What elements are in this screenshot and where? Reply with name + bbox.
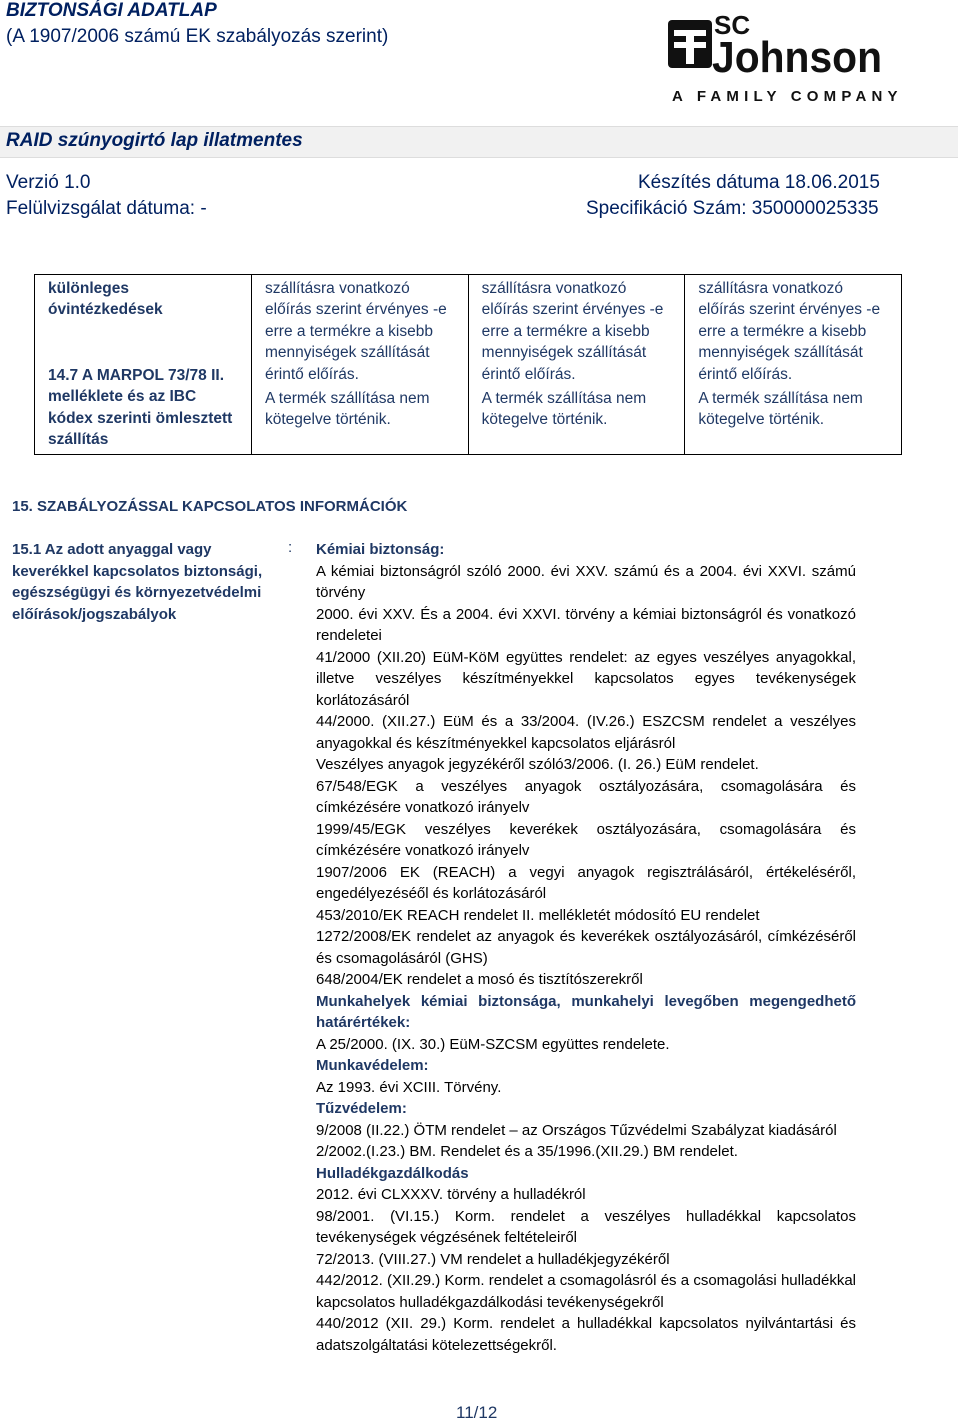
specification-number: Specifikáció Szám: 350000025335	[586, 198, 879, 219]
regulation-item: A 25/2000. (IX. 30.) EüM-SZCSM együttes rendelete.	[316, 1035, 670, 1053]
regulation-label: 15.1 Az adott anyaggal vagy keverékkel kapcsolatos biztonsági, egészségügyi és környezetvédelmi előírások/jogszabályok	[12, 541, 263, 623]
table-row	[35, 275, 902, 455]
creation-date: Készítés dátuma 18.06.2015	[638, 172, 880, 193]
logo-tagline: A FAMILY COMPANY	[672, 88, 903, 105]
regulation-subheading: Tűzvédelem:	[316, 1100, 407, 1117]
transport-cell	[468, 275, 685, 455]
regulation-subheading: Munkavédelem:	[316, 1057, 429, 1074]
regulation-item: Az 1993. évi XCIII. Törvény.	[316, 1078, 502, 1096]
page-number: 11/12	[456, 1403, 498, 1422]
regulation-item: 1272/2008/EK rendelet az anyagok és keverékek osztályozásáról, címkézéséről és csomagolásáról (GHS)	[316, 928, 856, 967]
row-label-cell	[35, 275, 252, 455]
product-bar	[0, 126, 958, 158]
regulation-item: 72/2013. (VIII.27.) VM rendelet a hulladékjegyzékéről	[316, 1250, 670, 1268]
product-name: RAID szúnyogirtó lap illatmentes	[6, 130, 303, 151]
regulation-item: 1999/45/EGK veszélyes keverékek osztályozására, csomagolására és címkézésére vonatkozó irányelv	[316, 820, 856, 859]
regulation-item: 1907/2006 EK (REACH) a vegyi anyagok regisztrálásáról, értékeléséről, engedélyezéséől és korlátozásáról	[316, 863, 856, 902]
cell-text: A termék szállítása nem kötegelve történik.	[481, 390, 647, 429]
cell-text: szállításra vonatkozó előírás szerint érvényes -e erre a termékre a kisebb mennyiségek szállítását érintő előírás.	[265, 280, 447, 383]
section-heading: 15. SZABÁLYOZÁSSAL KAPCSOLATOS INFORMÁCIÓK	[12, 498, 408, 515]
transport-cell	[685, 275, 902, 455]
sc-johnson-logo	[664, 6, 903, 112]
regulation-item: 440/2012 (XII. 29.) Korm. rendelet a hulladékkal kapcsolatos nyilvántartási és adatszolgáltatási kötelezettségekről.	[316, 1315, 856, 1354]
regulation-item: 44/2000. (XII.27.) EüM és a 33/2004. (IV.26.) ESZCSM rendelet a veszélyes anyagokkal és készítményekkel kapcsolatos eljárásról	[316, 713, 856, 752]
regulation-item: A kémiai biztonságról szóló 2000. évi XXV. számú és a 2004. évi XXVI. számú törvény	[316, 562, 856, 601]
regulation-item: 442/2012. (XII.29.) Korm. rendelet a csomagolásról és a csomagolási hulladékkal kapcsolatos hulladékgazdálkodási tevékenységekről	[316, 1272, 856, 1311]
regulation-item: 2/2002.(I.23.) BM. Rendelet és a 35/1996.(XII.29.) BM rendelet.	[316, 1143, 738, 1160]
sc-johnson-logo-mark	[664, 6, 886, 78]
svg-text:Johnson: Johnson	[712, 33, 882, 78]
revision-date: Felülvizsgálat dátuma: -	[6, 198, 207, 219]
regulation-subheading: Kémiai biztonság:	[316, 541, 445, 558]
document-subtitle: (A 1907/2006 számú EK szabályozás szerint)	[6, 26, 389, 47]
regulation-item: 41/2000 (XII.20) EüM-KöM együttes rendelet: az egyes veszélyes anyagokkal, illetve veszélyes készítményekkel kapcsolatos egyes tevékenységek korlátozásáról	[316, 648, 856, 709]
cell-text: A termék szállítása nem kötegelve történik.	[698, 390, 863, 429]
special-precautions-label: különleges óvintézkedések	[48, 280, 163, 319]
cell-text: A termék szállítása nem kötegelve történik.	[265, 390, 430, 429]
regulation-item: 2000. évi XXV. És a 2004. évi XXVI. törvény a kémiai biztonságról és vonatkozó rendeletei	[316, 605, 856, 644]
document-title: BIZTONSÁGI ADATLAP	[6, 0, 217, 21]
svg-text:SC: SC	[714, 10, 751, 40]
version: Verzió 1.0	[6, 172, 91, 193]
regulation-item: Veszélyes anyagok jegyzékéről szóló3/2006. (I. 26.) EüM rendelet.	[316, 756, 759, 773]
regulation-list	[316, 539, 856, 1356]
regulation-item: 67/548/EGK a veszélyes anyagok osztályozására, csomagolására és címkézésére vonatkozó irányelv	[316, 777, 856, 816]
regulation-item: 2012. évi CLXXXV. törvény a hulladékról	[316, 1186, 586, 1203]
separator-colon: :	[288, 539, 293, 556]
regulation-subheading: Munkahelyek kémiai biztonsága, munkahelyi levegőben megengedhető határértékek:	[316, 992, 856, 1031]
marpol-label: 14.7 A MARPOL 73/78 II. melléklete és az IBC kódex szerinti ömlesztett szállítás	[48, 366, 233, 449]
transport-table	[34, 274, 902, 455]
regulation-item: 9/2008 (II.22.) ÖTM rendelet – az Országos Tűzvédelmi Szabályzat kiadásáról	[316, 1121, 837, 1139]
cell-text: szállításra vonatkozó előírás szerint érvényes -e erre a termékre a kisebb mennyiségek szállítását érintő előírás.	[481, 280, 664, 383]
regulation-subheading: Hulladékgazdálkodás	[316, 1164, 469, 1182]
regulation-item: 98/2001. (VI.15.) Korm. rendelet a veszélyes hulladékkal kapcsolatos tevékenységek végzésének feltételeiről	[316, 1207, 856, 1246]
cell-text: szállításra vonatkozó előírás szerint érvényes -e erre a termékre a kisebb mennyiségek szállítását érintő előírás.	[698, 280, 881, 383]
regulation-item: 453/2010/EK REACH rendelet II. mellékletét módosító EU rendelet	[316, 906, 760, 924]
transport-cell	[252, 275, 469, 455]
regulation-item: 648/2004/EK rendelet a mosó és tisztítószerekről	[316, 971, 643, 988]
